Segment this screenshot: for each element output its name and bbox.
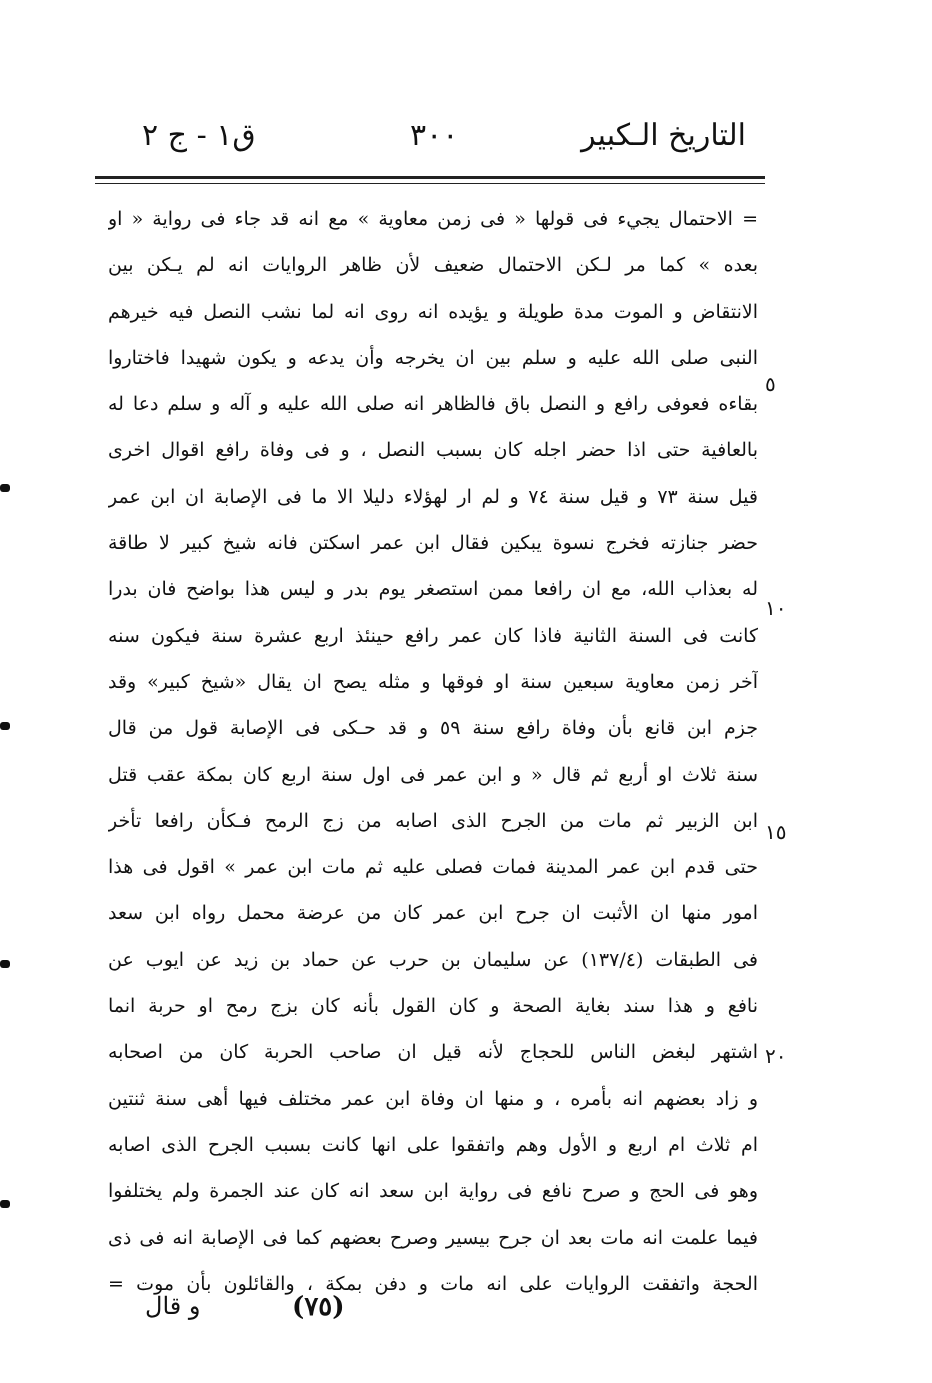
text-line: حضر جنازته فخرج نسوة يبكين فقال ابن عمر اسكتن فانه شيخ كبير لا طاقة: [108, 532, 758, 555]
binding-hole-mark: [0, 484, 10, 492]
book-title: التاريخ الـكبير: [581, 118, 746, 153]
text-line: فيما علمت انه مات بعد ان جرح بيسير وصرح بعضهم كما فى الإصابة انه فى ذى: [108, 1226, 758, 1249]
text-line: و زاد بعضهم انه بأمره ، و منها ان وفاة ابن عمر مختلف فيها أهى سنة ثنتين: [108, 1087, 758, 1110]
text-line: آخر زمن معاوية سبعين سنة او فوقها و مثله يصح ان يقال «شيخ كبير» وقد: [108, 670, 758, 693]
text-line: قيل سنة ٧٣ و قيل سنة ٧٤ و لم ار لهؤلاء دليلا الا ما فى الإصابة ان ابن عمر: [108, 485, 758, 508]
page-number: ٣٠٠: [410, 118, 459, 153]
text-line: حتى قدم ابن عمر المدينة فمات فصلى عليه ثم مات ابن عمر » اقول فى هذا: [108, 856, 758, 879]
text-line: بالعافية حتى اذا حضر اجله كان بسبب النصل ، و فى وفاة رافع اقوال اخرى: [108, 439, 758, 462]
header-rule-thin: [95, 183, 765, 184]
text-line: النبى صلى الله عليه و سلم بين ان يخرجه وأن يدعه و يكون شهيدا فاختاروا: [108, 346, 758, 369]
text-line: ابن الزبير ثم مات من الجرح الذى اصابه من زج الرمح فـكأن رافعا تأخر: [108, 809, 758, 832]
text-line: له بعذاب الله، مع ان رافعا ممن استصغر يوم بدر و ليس هذا بواضح فان بدرا: [108, 578, 758, 601]
text-line: الانتقاض و الموت مدة طويلة و يؤيده انه روى انه لما نشب النصل فيه خيرهم: [108, 300, 758, 323]
text-line: وهو فى الحج و صرح نافع فى رواية ابن سعد انه كان عند الجمرة ولم يختلفوا: [108, 1180, 758, 1203]
text-line: نافع و هذا سند بغاية الصحة و كان القول بأنه كان بزج رمح او حربة انما: [108, 995, 758, 1018]
signature-mark: (٧٥): [292, 1292, 345, 1322]
text-line: جزم ابن قانع بأن وفاة رافع سنة ٥٩ و قد حـكى فى الإصابة قول من قال: [108, 717, 758, 740]
binding-hole-mark: [0, 960, 10, 968]
text-line: كانت فى السنة الثانية فاذا كان عمر رافع حينئذ اربع عشرة سنة فيكون سنه: [108, 624, 758, 647]
body-text: [108, 196, 758, 1307]
text-line: بقاءه فعوفى رافع و النصل باق فالظاهر انه صلى الله عليه و آله و سلم دعا له: [108, 393, 758, 416]
text-line: = الاحتمال يجيء فى قولها « فى زمن معاوية » مع انه قد جاء فى رواية « او: [108, 208, 758, 230]
header-rule-thick: [95, 176, 765, 179]
text-line: امور منها ان الأثبت ان جرح ابن عمر كان من عرضة محمل رواه ابن سعد: [108, 902, 758, 925]
line-number: ٢٠: [765, 1044, 787, 1068]
line-number: ١٠: [765, 596, 787, 620]
text-line: الحجة واتفقت الروايات على انه مات و دفن بمكة ، والقائلون بأن موت =: [108, 1272, 758, 1295]
text-line: بعده » كما مر لـكن الاحتمال ضعيف لأن ظاهر الروايات انه لم يـكن بين: [108, 254, 758, 277]
catchword: و قال: [145, 1292, 201, 1320]
text-line: سنة ثلاث او أربع ثم قال « و ابن عمر فى اول سنة اربع كان بمكة عقب قتل: [108, 763, 758, 786]
text-line: اشتهر لبغض الناس للحجاج لأنه قيل ان صاحب الحربة كان من اصحابه: [108, 1041, 758, 1064]
text-line: فى الطبقات (١٣٧/٤) عن سليمان بن حرب عن حماد بن زيد عن ايوب عن: [108, 948, 758, 971]
page-header: [120, 118, 760, 178]
volume-reference: ق١ - ج ٢: [142, 118, 256, 153]
line-number: ١٥: [765, 820, 787, 844]
line-number: ٥: [765, 372, 776, 396]
binding-hole-mark: [0, 1200, 10, 1208]
text-line: ام ثلاث ام اربع و الأول وهم واتفقوا على انها كانت بسبب الجرح الذى اصابه: [108, 1133, 758, 1156]
binding-hole-mark: [0, 722, 10, 730]
